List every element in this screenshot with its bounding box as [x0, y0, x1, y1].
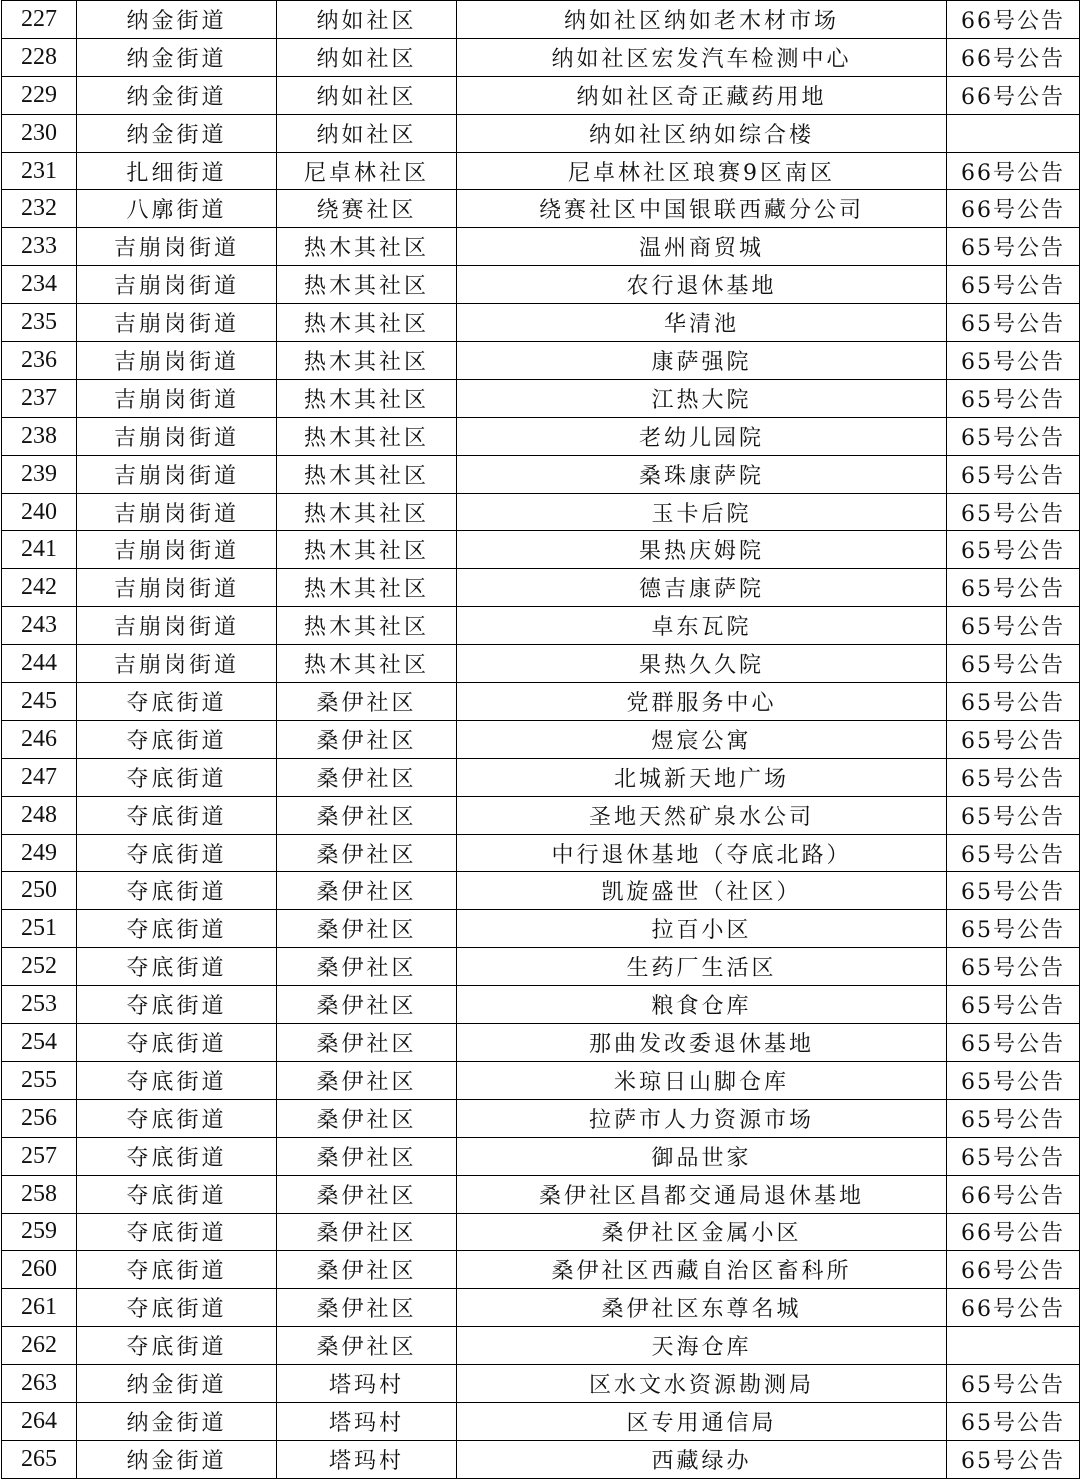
- street-cell: 吉崩岗街道: [77, 455, 277, 493]
- notice-cell: [947, 114, 1080, 152]
- community-cell: 热木其社区: [277, 417, 457, 455]
- community-cell: 纳如社区: [277, 114, 457, 152]
- community-cell: 桑伊社区: [277, 758, 457, 796]
- row-number-cell: 265: [2, 1440, 77, 1478]
- community-cell: 桑伊社区: [277, 986, 457, 1024]
- community-cell: 热木其社区: [277, 379, 457, 417]
- table-row: [2, 38, 1080, 76]
- street-cell: 夺底街道: [77, 1175, 277, 1213]
- street-cell: 夺底街道: [77, 1327, 277, 1365]
- site-cell: 尼卓林社区琅赛9区南区: [457, 152, 947, 190]
- table-row: [2, 910, 1080, 948]
- table-row: [2, 1, 1080, 39]
- community-cell: 桑伊社区: [277, 796, 457, 834]
- community-cell: 热木其社区: [277, 455, 457, 493]
- site-cell: 天海仓库: [457, 1327, 947, 1365]
- community-cell: 桑伊社区: [277, 834, 457, 872]
- notice-cell: 65号公告: [947, 948, 1080, 986]
- row-number-cell: 234: [2, 266, 77, 304]
- site-cell: 西藏绿办: [457, 1440, 947, 1478]
- street-cell: 纳金街道: [77, 1365, 277, 1403]
- street-cell: 夺底街道: [77, 1024, 277, 1062]
- row-number-cell: 233: [2, 228, 77, 266]
- street-cell: 吉崩岗街道: [77, 607, 277, 645]
- notice-cell: 65号公告: [947, 720, 1080, 758]
- site-cell: 华清池: [457, 304, 947, 342]
- table-row: [2, 1024, 1080, 1062]
- community-cell: 桑伊社区: [277, 1251, 457, 1289]
- table-row: [2, 986, 1080, 1024]
- community-cell: 纳如社区: [277, 38, 457, 76]
- community-cell: 桑伊社区: [277, 1137, 457, 1175]
- row-number-cell: 251: [2, 910, 77, 948]
- community-cell: 桑伊社区: [277, 683, 457, 721]
- community-cell: 尼卓林社区: [277, 152, 457, 190]
- table-row: [2, 114, 1080, 152]
- table-body: [2, 1, 1080, 1479]
- site-cell: 桑伊社区东尊名城: [457, 1289, 947, 1327]
- table-row: [2, 417, 1080, 455]
- row-number-cell: 260: [2, 1251, 77, 1289]
- row-number-cell: 239: [2, 455, 77, 493]
- street-cell: 夺底街道: [77, 948, 277, 986]
- notice-cell: 65号公告: [947, 266, 1080, 304]
- community-cell: 绕赛社区: [277, 190, 457, 228]
- row-number-cell: 235: [2, 304, 77, 342]
- row-number-cell: 243: [2, 607, 77, 645]
- street-cell: 吉崩岗街道: [77, 304, 277, 342]
- community-cell: 塔玛村: [277, 1402, 457, 1440]
- row-number-cell: 249: [2, 834, 77, 872]
- community-cell: 塔玛村: [277, 1365, 457, 1403]
- street-cell: 夺底街道: [77, 1061, 277, 1099]
- site-cell: 御品世家: [457, 1137, 947, 1175]
- site-cell: 德吉康萨院: [457, 569, 947, 607]
- table-row: [2, 1251, 1080, 1289]
- site-cell: 煜宸公寓: [457, 720, 947, 758]
- table-row: [2, 1402, 1080, 1440]
- site-cell: 桑珠康萨院: [457, 455, 947, 493]
- row-number-cell: 258: [2, 1175, 77, 1213]
- site-cell: 果热庆姆院: [457, 531, 947, 569]
- street-cell: 夺底街道: [77, 1251, 277, 1289]
- street-cell: 纳金街道: [77, 76, 277, 114]
- street-cell: 吉崩岗街道: [77, 266, 277, 304]
- notice-cell: 66号公告: [947, 1251, 1080, 1289]
- notice-cell: 66号公告: [947, 1289, 1080, 1327]
- table-row: [2, 796, 1080, 834]
- site-cell: 卓东瓦院: [457, 607, 947, 645]
- street-cell: 吉崩岗街道: [77, 417, 277, 455]
- street-cell: 夺底街道: [77, 1289, 277, 1327]
- street-cell: 吉崩岗街道: [77, 379, 277, 417]
- site-cell: 生药厂生活区: [457, 948, 947, 986]
- notice-cell: 65号公告: [947, 872, 1080, 910]
- street-cell: 夺底街道: [77, 758, 277, 796]
- notice-cell: 65号公告: [947, 531, 1080, 569]
- table-row: [2, 758, 1080, 796]
- street-cell: 夺底街道: [77, 872, 277, 910]
- row-number-cell: 232: [2, 190, 77, 228]
- street-cell: 八廓街道: [77, 190, 277, 228]
- site-cell: 凯旋盛世（社区）: [457, 872, 947, 910]
- site-cell: 圣地天然矿泉水公司: [457, 796, 947, 834]
- site-cell: 中行退休基地（夺底北路）: [457, 834, 947, 872]
- notice-cell: 65号公告: [947, 304, 1080, 342]
- table-row: [2, 948, 1080, 986]
- site-cell: 纳如社区奇正藏药用地: [457, 76, 947, 114]
- street-cell: 夺底街道: [77, 1137, 277, 1175]
- street-cell: 夺底街道: [77, 683, 277, 721]
- row-number-cell: 228: [2, 38, 77, 76]
- community-cell: 桑伊社区: [277, 910, 457, 948]
- street-cell: 吉崩岗街道: [77, 569, 277, 607]
- street-cell: 扎细街道: [77, 152, 277, 190]
- street-cell: 夺底街道: [77, 986, 277, 1024]
- notice-cell: 65号公告: [947, 379, 1080, 417]
- table-row: [2, 1289, 1080, 1327]
- notice-cell: 65号公告: [947, 569, 1080, 607]
- street-cell: 夺底街道: [77, 720, 277, 758]
- notice-cell: 66号公告: [947, 38, 1080, 76]
- community-cell: 桑伊社区: [277, 1024, 457, 1062]
- site-cell: 江热大院: [457, 379, 947, 417]
- site-cell: 北城新天地广场: [457, 758, 947, 796]
- notice-cell: 65号公告: [947, 1024, 1080, 1062]
- row-number-cell: 250: [2, 872, 77, 910]
- street-cell: 夺底街道: [77, 834, 277, 872]
- site-cell: 那曲发改委退休基地: [457, 1024, 947, 1062]
- site-cell: 老幼儿园院: [457, 417, 947, 455]
- site-cell: 党群服务中心: [457, 683, 947, 721]
- table-row: [2, 531, 1080, 569]
- notice-cell: 65号公告: [947, 607, 1080, 645]
- street-cell: 纳金街道: [77, 1, 277, 39]
- community-cell: 桑伊社区: [277, 1327, 457, 1365]
- community-cell: 桑伊社区: [277, 872, 457, 910]
- table-row: [2, 76, 1080, 114]
- community-cell: 热木其社区: [277, 645, 457, 683]
- notice-cell: 65号公告: [947, 228, 1080, 266]
- street-cell: 夺底街道: [77, 1213, 277, 1251]
- row-number-cell: 229: [2, 76, 77, 114]
- row-number-cell: 236: [2, 342, 77, 380]
- community-cell: 纳如社区: [277, 76, 457, 114]
- site-cell: 桑伊社区金属小区: [457, 1213, 947, 1251]
- site-cell: 桑伊社区西藏自治区畜科所: [457, 1251, 947, 1289]
- row-number-cell: 257: [2, 1137, 77, 1175]
- community-cell: 热木其社区: [277, 569, 457, 607]
- notice-cell: 65号公告: [947, 910, 1080, 948]
- notice-cell: 65号公告: [947, 1061, 1080, 1099]
- site-cell: 果热久久院: [457, 645, 947, 683]
- street-cell: 纳金街道: [77, 38, 277, 76]
- area-list-table: [1, 0, 1080, 1479]
- table-row: [2, 493, 1080, 531]
- row-number-cell: 252: [2, 948, 77, 986]
- site-cell: 农行退休基地: [457, 266, 947, 304]
- site-cell: 拉百小区: [457, 910, 947, 948]
- street-cell: 吉崩岗街道: [77, 228, 277, 266]
- site-cell: 纳如社区纳如综合楼: [457, 114, 947, 152]
- notice-cell: 65号公告: [947, 493, 1080, 531]
- notice-cell: 65号公告: [947, 683, 1080, 721]
- community-cell: 纳如社区: [277, 1, 457, 39]
- notice-cell: 66号公告: [947, 76, 1080, 114]
- row-number-cell: 264: [2, 1402, 77, 1440]
- row-number-cell: 241: [2, 531, 77, 569]
- table-row: [2, 720, 1080, 758]
- table-row: [2, 266, 1080, 304]
- community-cell: 桑伊社区: [277, 1099, 457, 1137]
- notice-cell: 65号公告: [947, 1365, 1080, 1403]
- notice-cell: 65号公告: [947, 645, 1080, 683]
- community-cell: 热木其社区: [277, 607, 457, 645]
- table-row: [2, 304, 1080, 342]
- table-row: [2, 1327, 1080, 1365]
- table-row: [2, 1213, 1080, 1251]
- site-cell: 纳如社区纳如老木材市场: [457, 1, 947, 39]
- notice-cell: 66号公告: [947, 1, 1080, 39]
- table-row: [2, 1099, 1080, 1137]
- table-row: [2, 645, 1080, 683]
- table-row: [2, 1175, 1080, 1213]
- community-cell: 桑伊社区: [277, 1289, 457, 1327]
- site-cell: 粮食仓库: [457, 986, 947, 1024]
- notice-cell: 66号公告: [947, 152, 1080, 190]
- notice-cell: 66号公告: [947, 190, 1080, 228]
- table-row: [2, 1061, 1080, 1099]
- notice-cell: 65号公告: [947, 1099, 1080, 1137]
- street-cell: 夺底街道: [77, 910, 277, 948]
- table-row: [2, 342, 1080, 380]
- notice-cell: 65号公告: [947, 758, 1080, 796]
- row-number-cell: 255: [2, 1061, 77, 1099]
- row-number-cell: 238: [2, 417, 77, 455]
- notice-cell: [947, 1327, 1080, 1365]
- table-row: [2, 379, 1080, 417]
- row-number-cell: 231: [2, 152, 77, 190]
- table-row: [2, 1365, 1080, 1403]
- notice-cell: 65号公告: [947, 796, 1080, 834]
- community-cell: 热木其社区: [277, 493, 457, 531]
- row-number-cell: 259: [2, 1213, 77, 1251]
- site-cell: 玉卡后院: [457, 493, 947, 531]
- row-number-cell: 246: [2, 720, 77, 758]
- community-cell: 热木其社区: [277, 266, 457, 304]
- site-cell: 桑伊社区昌都交通局退休基地: [457, 1175, 947, 1213]
- site-cell: 区水文水资源勘测局: [457, 1365, 947, 1403]
- row-number-cell: 237: [2, 379, 77, 417]
- notice-cell: 65号公告: [947, 986, 1080, 1024]
- site-cell: 区专用通信局: [457, 1402, 947, 1440]
- community-cell: 热木其社区: [277, 304, 457, 342]
- table-row: [2, 683, 1080, 721]
- notice-cell: 65号公告: [947, 455, 1080, 493]
- row-number-cell: 227: [2, 1, 77, 39]
- table-row: [2, 152, 1080, 190]
- street-cell: 夺底街道: [77, 796, 277, 834]
- table-row: [2, 190, 1080, 228]
- community-cell: 桑伊社区: [277, 1213, 457, 1251]
- table-row: [2, 569, 1080, 607]
- site-cell: 绕赛社区中国银联西藏分公司: [457, 190, 947, 228]
- site-cell: 温州商贸城: [457, 228, 947, 266]
- table-row: [2, 455, 1080, 493]
- notice-cell: 65号公告: [947, 834, 1080, 872]
- table-row: [2, 834, 1080, 872]
- community-cell: 桑伊社区: [277, 948, 457, 986]
- row-number-cell: 242: [2, 569, 77, 607]
- row-number-cell: 244: [2, 645, 77, 683]
- site-cell: 米琼日山脚仓库: [457, 1061, 947, 1099]
- row-number-cell: 253: [2, 986, 77, 1024]
- community-cell: 热木其社区: [277, 531, 457, 569]
- street-cell: 吉崩岗街道: [77, 531, 277, 569]
- row-number-cell: 230: [2, 114, 77, 152]
- street-cell: 吉崩岗街道: [77, 493, 277, 531]
- notice-cell: 65号公告: [947, 1440, 1080, 1478]
- row-number-cell: 247: [2, 758, 77, 796]
- notice-cell: 65号公告: [947, 342, 1080, 380]
- street-cell: 吉崩岗街道: [77, 645, 277, 683]
- row-number-cell: 248: [2, 796, 77, 834]
- notice-cell: 66号公告: [947, 1175, 1080, 1213]
- site-cell: 纳如社区宏发汽车检测中心: [457, 38, 947, 76]
- community-cell: 塔玛村: [277, 1440, 457, 1478]
- row-number-cell: 263: [2, 1365, 77, 1403]
- row-number-cell: 240: [2, 493, 77, 531]
- notice-cell: 65号公告: [947, 417, 1080, 455]
- notice-cell: 65号公告: [947, 1402, 1080, 1440]
- table-row: [2, 607, 1080, 645]
- street-cell: 夺底街道: [77, 1099, 277, 1137]
- row-number-cell: 245: [2, 683, 77, 721]
- site-cell: 拉萨市人力资源市场: [457, 1099, 947, 1137]
- notice-cell: 66号公告: [947, 1213, 1080, 1251]
- row-number-cell: 256: [2, 1099, 77, 1137]
- row-number-cell: 262: [2, 1327, 77, 1365]
- street-cell: 纳金街道: [77, 1402, 277, 1440]
- notice-cell: 65号公告: [947, 1137, 1080, 1175]
- community-cell: 桑伊社区: [277, 1061, 457, 1099]
- table-row: [2, 1137, 1080, 1175]
- row-number-cell: 261: [2, 1289, 77, 1327]
- street-cell: 纳金街道: [77, 1440, 277, 1478]
- site-cell: 康萨强院: [457, 342, 947, 380]
- table-row: [2, 872, 1080, 910]
- street-cell: 纳金街道: [77, 114, 277, 152]
- community-cell: 桑伊社区: [277, 1175, 457, 1213]
- community-cell: 热木其社区: [277, 228, 457, 266]
- community-cell: 热木其社区: [277, 342, 457, 380]
- table-row: [2, 228, 1080, 266]
- community-cell: 桑伊社区: [277, 720, 457, 758]
- street-cell: 吉崩岗街道: [77, 342, 277, 380]
- row-number-cell: 254: [2, 1024, 77, 1062]
- table-row: [2, 1440, 1080, 1478]
